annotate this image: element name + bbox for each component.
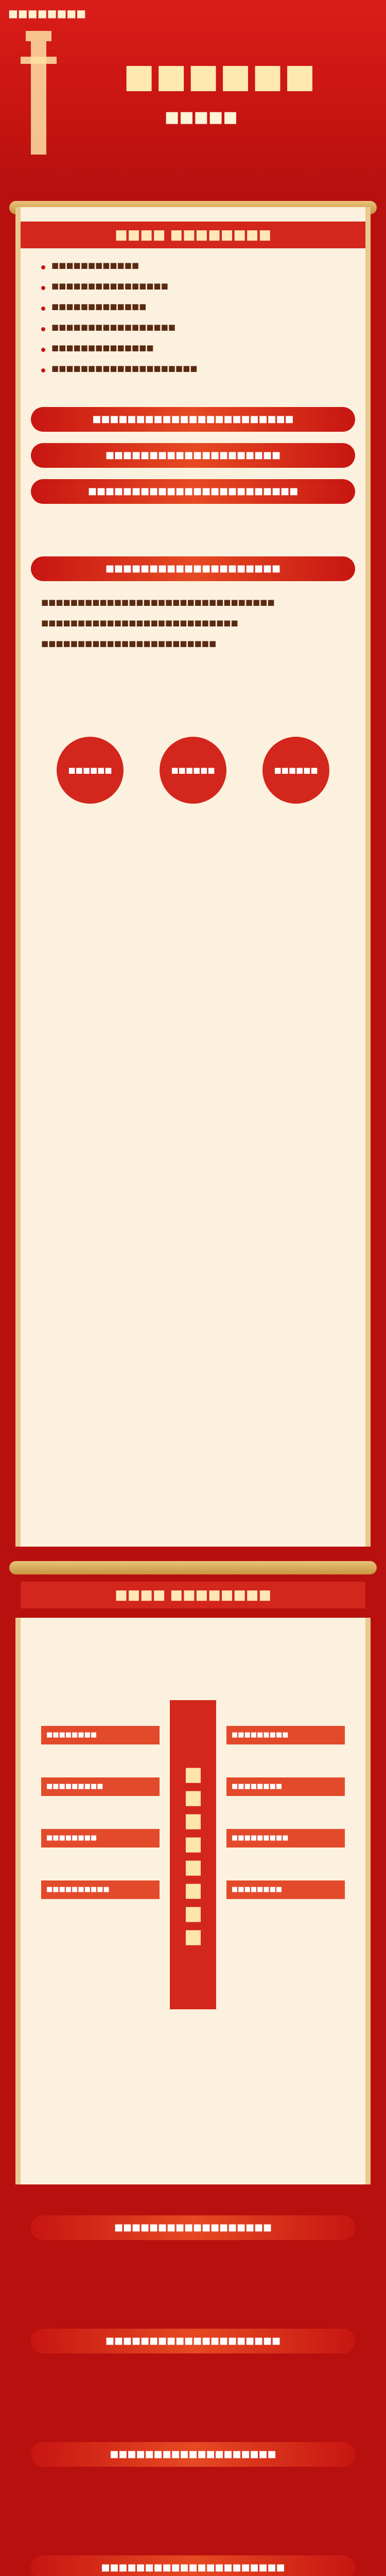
section-row: ■■■■■■■■■■■■■■■■■■■■ (31, 556, 355, 581)
target-card: ■■■■■■■■ (41, 1829, 160, 1848)
section-row: ■■■■■■■■■■■■■■■■■■■■ (31, 443, 355, 468)
section-row: ■■■■■■■■■■■■■■■■■■■■■■■ (31, 407, 355, 432)
stat-circle: ■■■■■■ (160, 737, 226, 804)
bullet-dot (41, 368, 45, 372)
scroll-rod (9, 1561, 377, 1574)
paragraph-line: ■■■■■■■■■■■■■■■■■■■■■■■■ (41, 639, 217, 648)
target-card: ■■■■■■■■ (226, 1777, 345, 1796)
page-subtitle: ■■■■■ (165, 108, 238, 126)
target-card: ■■■■■■■■ (41, 1726, 160, 1744)
bullet-dot (41, 265, 45, 269)
header-banner (0, 0, 386, 185)
paragraph-line: ■■■■■■■■■■■■■■■■■■■■■■■■■■■■■■■■ (41, 598, 275, 607)
section-ribbon: ■■■■ ■■■■■■■■ (21, 222, 365, 248)
section-row: ■■■■■■■■■■■■■■■■■■■■■■■■ (31, 479, 355, 504)
stat-circle: ■■■■■■ (57, 737, 124, 804)
task-row: ■■■■■■■■■■■■■■■■■■■ (31, 2442, 355, 2467)
task-row: ■■■■■■■■■■■■■■■■■■■■■ (31, 2555, 355, 2576)
list-item: ■■■■■■■■■■■■■■■■■■■■ (51, 364, 198, 373)
list-item: ■■■■■■■■■■■■ (51, 261, 139, 270)
brand-title: ■■■■■■■■ (8, 7, 86, 20)
bullet-dot (41, 327, 45, 331)
list-item: ■■■■■■■■■■■■■■■■■ (51, 323, 176, 332)
pillar-icon (21, 31, 57, 160)
bullet-dot (41, 307, 45, 311)
bullet-dot (41, 286, 45, 290)
list-item: ■■■■■■■■■■■■■■ (51, 343, 154, 352)
target-card: ■■■■■■■■■ (41, 1777, 160, 1796)
stat-circle: ■■■■■■ (262, 737, 329, 804)
task-row: ■■■■■■■■■■■■■■■■■■■■ (31, 2329, 355, 2353)
section-ribbon: ■■■■ ■■■■■■■■ (21, 1582, 365, 1608)
paragraph-line: ■■■■■■■■■■■■■■■■■■■■■■■■■■■ (41, 618, 238, 628)
targets-label: ■■■■■■■■ (170, 1700, 216, 2009)
page-title: ■■■■■■ (124, 57, 317, 95)
list-item: ■■■■■■■■■■■■■ (51, 302, 147, 311)
target-card: ■■■■■■■■■ (226, 1829, 345, 1848)
target-card: ■■■■■■■■ (226, 1880, 345, 1899)
list-item: ■■■■■■■■■■■■■■■■ (51, 281, 168, 291)
target-card: ■■■■■■■■■■ (41, 1880, 160, 1899)
task-row: ■■■■■■■■■■■■■■■■■■ (31, 2215, 355, 2240)
bullet-dot (41, 348, 45, 352)
target-card: ■■■■■■■■■ (226, 1726, 345, 1744)
